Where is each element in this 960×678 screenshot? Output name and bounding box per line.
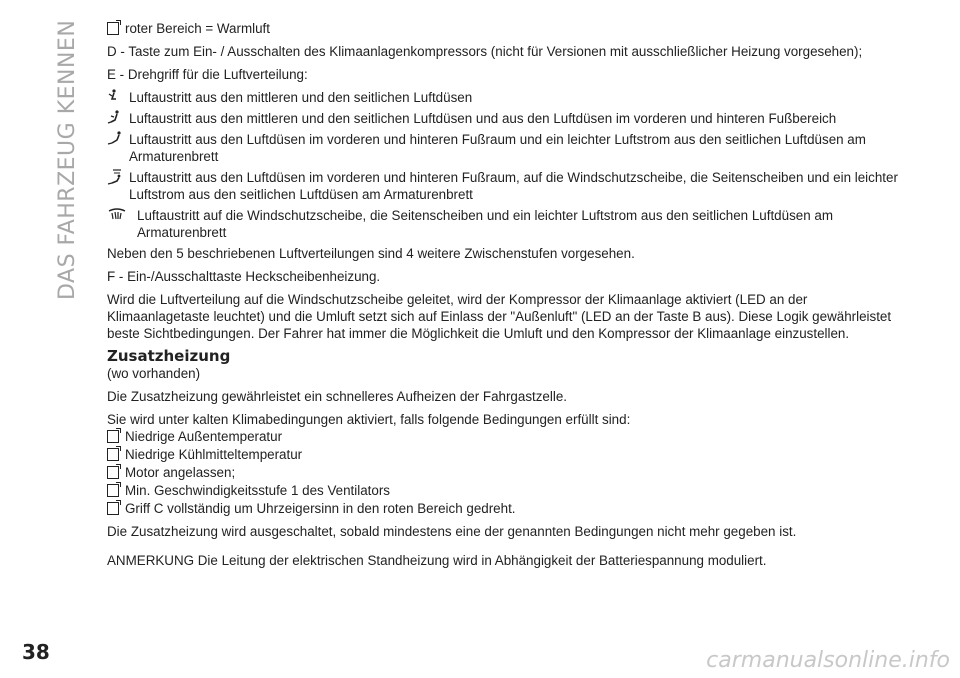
- paragraph-d: D - Taste zum Ein- / Ausschalten des Klimaanlagenkompressors (nicht für Versionen mit ausschließlicher Heizung vorgesehen);: [107, 44, 863, 59]
- list-item-text: Motor angelassen;: [125, 465, 236, 480]
- foot-windscreen-vent-icon: [107, 169, 129, 185]
- section-subheading: (wo vorhanden): [107, 366, 201, 381]
- list-item: [107, 500, 907, 517]
- section-side-title: DAS FAHRZEUG KENNEN: [55, 19, 80, 300]
- page-number: 38: [22, 640, 50, 664]
- paragraph-windscreen-logic: Wird die Luftverteilung auf die Windschutzscheibe geleitet, wird der Kompressor der Klimaanlage aktiviert (LED an der Klimaanlagetaste leuchtet) und die Umluft setzt sich auf Einlass der "Außenluft" (LED an der Taste B aus). Diese Logik gewährleistet beste Sichtbedingungen. Der Fahrer hat immer die Möglichkeit die Umluft und den Kompressor der Klimaanlage einzustellen.: [107, 292, 892, 341]
- section-heading: Zusatzheizung: [107, 347, 231, 365]
- windscreen-defrost-icon: [107, 207, 137, 223]
- bullet-icon: [107, 466, 119, 479]
- list-item-text: Niedrige Kühlmitteltemperatur: [125, 447, 303, 462]
- list-item-text: Niedrige Außentemperatur: [125, 429, 283, 444]
- face-foot-vent-icon: [107, 110, 129, 126]
- watermark: carmanualsonline.info: [706, 648, 950, 673]
- distribution-text: Luftaustritt auf die Windschutzscheibe, die Seitenscheiben und ein leichter Luftstrom aus den seitlichen Luftdüsen am Armaturenbrett: [137, 208, 833, 240]
- bullet-icon: [107, 22, 119, 35]
- distribution-item: [107, 89, 907, 106]
- list-item: [107, 20, 907, 37]
- distribution-text: Luftaustritt aus den mittleren und den seitlichen Luftdüsen und aus den Luftdüsen im vorderen und hinteren Fußbereich: [129, 111, 837, 126]
- distribution-list: [107, 89, 907, 241]
- distribution-item: [107, 131, 907, 165]
- face-vent-icon: [107, 89, 129, 105]
- bullet-icon: [107, 448, 119, 461]
- bullet-icon: [107, 502, 119, 515]
- bullet-icon: [107, 430, 119, 443]
- distribution-text: Luftaustritt aus den mittleren und den seitlichen Luftdüsen: [129, 90, 473, 105]
- paragraph-aux-conditions: Sie wird unter kalten Klimabedingungen aktiviert, falls folgende Bedingungen erfüllt sind:: [107, 412, 631, 427]
- list-item-text: roter Bereich = Warmluft: [125, 21, 270, 36]
- list-item-text: Min. Geschwindigkeitsstufe 1 des Ventilators: [125, 483, 390, 498]
- conditions-list: [107, 428, 907, 517]
- list-item-text: Griff C vollständig um Uhrzeigersinn in den roten Bereich gedreht.: [125, 501, 516, 516]
- distribution-item: [107, 169, 907, 203]
- list-item: [107, 446, 907, 463]
- distribution-item: [107, 110, 907, 127]
- paragraph-aux-off: Die Zusatzheizung wird ausgeschaltet, sobald mindestens eine der genannten Bedingungen nicht mehr gegeben ist.: [107, 524, 797, 539]
- list-item: [107, 482, 907, 499]
- paragraph-f: F - Ein-/Ausschalttaste Heckscheibenheizung.: [107, 269, 381, 284]
- foot-vent-icon: [107, 131, 129, 147]
- distribution-text: Luftaustritt aus den Luftdüsen im vorderen und hinteren Fußraum und ein leichter Luftstrom aus den seitlichen Luftdüsen am Armaturenbrett: [129, 132, 866, 164]
- paragraph-aux-intro: Die Zusatzheizung gewährleistet ein schnelleres Aufheizen der Fahrgastzelle.: [107, 389, 568, 404]
- paragraph-note: ANMERKUNG Die Leitung der elektrischen Standheizung wird in Abhängigkeit der Batteriespannung moduliert.: [107, 553, 767, 568]
- list-item: [107, 428, 907, 445]
- list-item: [107, 464, 907, 481]
- document-body: [107, 20, 907, 575]
- bullet-icon: [107, 484, 119, 497]
- distribution-text: Luftaustritt aus den Luftdüsen im vorderen und hinteren Fußraum, auf die Windschutzscheibe, die Seitenscheiben und ein leichter Luftstrom aus den seitlichen Luftdüsen am Armaturenbrett: [129, 170, 898, 202]
- paragraph-intermediate: Neben den 5 beschriebenen Luftverteilungen sind 4 weitere Zwischenstufen vorgesehen.: [107, 246, 635, 261]
- paragraph-e: E - Drehgriff für die Luftverteilung:: [107, 67, 308, 82]
- distribution-item: [107, 207, 907, 241]
